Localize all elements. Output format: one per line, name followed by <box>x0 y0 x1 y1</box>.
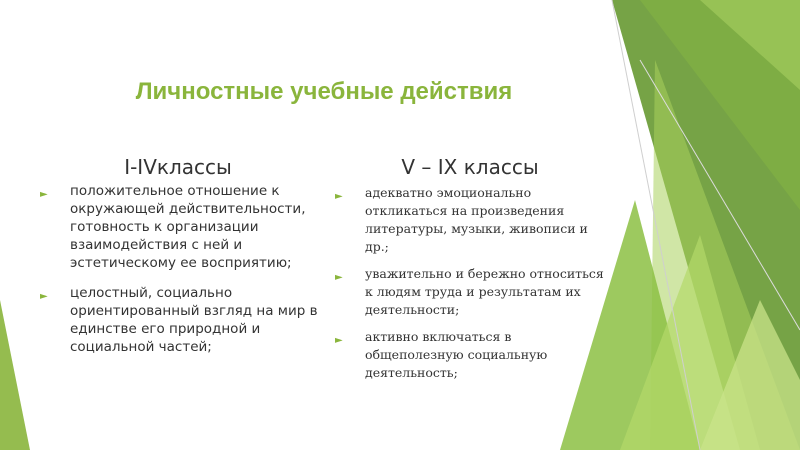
right-bullet-list <box>335 184 610 391</box>
arrow-right-icon: ► <box>335 191 343 202</box>
list-item <box>335 184 610 256</box>
left-column-heading: I-IVклассы <box>124 155 232 179</box>
left-bullet-list <box>40 182 330 368</box>
list-item-text: активно включаться в общеполезную социальную деятельность; <box>365 329 548 380</box>
list-item <box>335 328 610 382</box>
list-item <box>40 182 330 272</box>
arrow-right-icon: ► <box>335 272 343 283</box>
arrow-right-icon: ► <box>40 189 48 200</box>
list-item <box>335 265 610 319</box>
list-item-text: целостный, социально ориентированный взгляд на мир в единстве его природной и социальной частей; <box>70 285 318 355</box>
list-item <box>40 284 330 356</box>
list-item-text: положительное отношение к окружающей действительности, готовность к организации взаимодействия с ней и эстетическому ее восприятию; <box>70 183 306 271</box>
arrow-right-icon: ► <box>40 291 48 302</box>
list-item-text: уважительно и бережно относиться к людям труда и результатам их деятельности; <box>365 266 604 317</box>
list-item-text: адекватно эмоционально откликаться на произведения литературы, музыки, живописи и др.; <box>365 185 588 254</box>
slide-title: Личностные учебные действия <box>135 78 513 105</box>
right-column-heading: V – IX классы <box>401 155 539 179</box>
arrow-right-icon: ► <box>335 335 343 346</box>
